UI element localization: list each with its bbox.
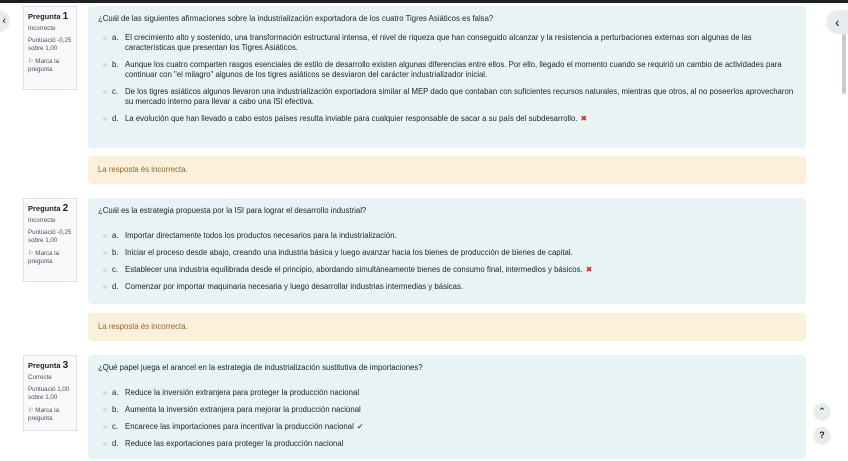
chevron-up-icon: ⌃ xyxy=(818,405,826,416)
question-number: Pregunta 1 xyxy=(28,11,69,22)
chevron-left-icon: ‹ xyxy=(2,15,6,27)
radio-icon[interactable] xyxy=(103,442,107,446)
incorrect-icon: ✖ xyxy=(585,265,593,274)
question-text: ¿Cuál es la estrategia propuesta por la ISI para lograr el desarrollo industrial? xyxy=(98,206,367,215)
answer-option[interactable]: d. Comenzar por importar maquinaria necesaria y luego desarrollar industrias intermedias y básicas. xyxy=(98,282,796,292)
answer-option-selected[interactable]: c. Establecer una industria equilibrada desde el principio, abordando simultáneamente bienes de consumo final, intermedios y básicos. ✖ xyxy=(98,265,796,275)
radio-icon[interactable] xyxy=(103,268,107,272)
radio-icon[interactable] xyxy=(103,285,107,289)
open-block-drawer-button[interactable] xyxy=(826,10,848,34)
question-grade: Puntuació 1,00 sobre 1,00 xyxy=(28,386,70,401)
question-state: Correcte xyxy=(28,374,52,381)
answer-list xyxy=(98,388,796,449)
radio-icon[interactable] xyxy=(103,234,107,238)
answer-option[interactable]: a. El crecimiento alto y sostenido, una transformación estructural intensa, el nivel de riqueza que han conseguido alcanzar y la resistencia a perturbaciones externas son algunas de las características que presentan los Tigres Asiáticos. xyxy=(98,33,796,53)
question-number: Pregunta 2 xyxy=(28,203,69,214)
question-text: ¿Cuál de las siguientes afirmaciones sobre la industrialización exportadora de los cuatro Tigres Asiáticos es falsa? xyxy=(98,14,494,23)
flag-icon: ⚐ xyxy=(28,58,34,65)
question-content-2 xyxy=(88,198,806,304)
chevron-left-icon: ‹ xyxy=(835,14,840,30)
radio-icon[interactable] xyxy=(103,425,107,429)
flag-question-link[interactable]: ⚐ Marca la pregunta xyxy=(28,58,60,73)
radio-icon[interactable] xyxy=(103,90,107,94)
help-button[interactable] xyxy=(814,427,830,443)
answer-option[interactable]: d. Reduce las exportaciones para proteger la producción nacional xyxy=(98,439,796,449)
question-mark-icon: ? xyxy=(819,430,825,440)
flag-question-link[interactable]: ⚐ Marca la pregunta xyxy=(28,407,60,422)
answer-option[interactable]: a. Importar directamente todos los productos necesarios para la industrialización. xyxy=(98,231,796,241)
answer-option-selected[interactable]: c. Encarece las importaciones para incentivar la producción nacional ✔ xyxy=(98,422,796,432)
question-number: Pregunta 3 xyxy=(28,360,69,371)
question-grade: Puntuació -0,25 sobre 1,00 xyxy=(28,37,72,52)
radio-icon[interactable] xyxy=(103,63,107,67)
question-info-3 xyxy=(23,355,77,431)
feedback-incorrect: La resposta és incorrecta. xyxy=(88,313,806,341)
question-state: Incorrecte xyxy=(28,25,56,32)
incorrect-icon: ✖ xyxy=(580,114,588,123)
question-grade: Puntuació -0,25 sobre 1,00 xyxy=(28,229,72,244)
question-text: ¿Qué papel juega el arancel en la estrategia de industrialización sustitutiva de importaciones? xyxy=(98,363,423,372)
question-content-1 xyxy=(88,6,806,148)
answer-option[interactable]: a. Reduce la inversión extranjera para proteger la producción nacional xyxy=(98,388,796,398)
answer-option[interactable]: b. Iniciar el proceso desde abajo, creando una industria básica y luego avanzar hacia los bienes de producción de bienes de capital. xyxy=(98,248,796,258)
flag-question-link[interactable]: ⚐ Marca la pregunta xyxy=(28,250,60,265)
radio-icon[interactable] xyxy=(103,117,107,121)
answer-list xyxy=(98,33,796,124)
open-course-index-button[interactable] xyxy=(0,10,10,32)
radio-icon[interactable] xyxy=(103,408,107,412)
answer-list xyxy=(98,231,796,292)
answer-option-selected[interactable]: d. La evolución que han llevado a cabo estos países resulta inviable para cualquier responsable de sacar a su país del subdesarrollo. ✖ xyxy=(98,114,796,124)
question-info-1 xyxy=(23,6,77,90)
radio-icon[interactable] xyxy=(103,391,107,395)
answer-option[interactable]: c. De los tigres asiáticos algunos llevaron una industrialización exportadora similar al MEP dado que contaban con suficientes recursos naturales, mientras que otros, al no poseerlos aprovecharon su mercado interno para llevar a cabo una ISI efectiva. xyxy=(98,87,796,107)
question-content-3 xyxy=(88,355,806,459)
top-bar xyxy=(0,0,848,3)
back-to-top-button[interactable] xyxy=(814,403,830,419)
correct-icon: ✔ xyxy=(356,422,364,431)
radio-icon[interactable] xyxy=(103,36,107,40)
scrollbar[interactable] xyxy=(842,34,846,94)
flag-icon: ⚐ xyxy=(28,250,34,257)
answer-option[interactable]: b. Aunque los cuatro comparten rasgos esenciales de estilo de desarrollo existen algunas diferencias entre ellos. Por ello, llegado el momento cuando se requirió un cambio de actividades para continuar con "el milagro" algunos de los tigres asiáticos se desviaron del carácter industrializador inicial. xyxy=(98,60,796,80)
answer-option[interactable]: b. Aumenta la inversión extranjera para mejorar la producción nacional xyxy=(98,405,796,415)
flag-icon: ⚐ xyxy=(28,407,34,414)
question-state: Incorrecte xyxy=(28,217,56,224)
feedback-incorrect: La resposta és incorrecta. xyxy=(88,156,806,184)
radio-icon[interactable] xyxy=(103,251,107,255)
question-info-2 xyxy=(23,198,77,282)
